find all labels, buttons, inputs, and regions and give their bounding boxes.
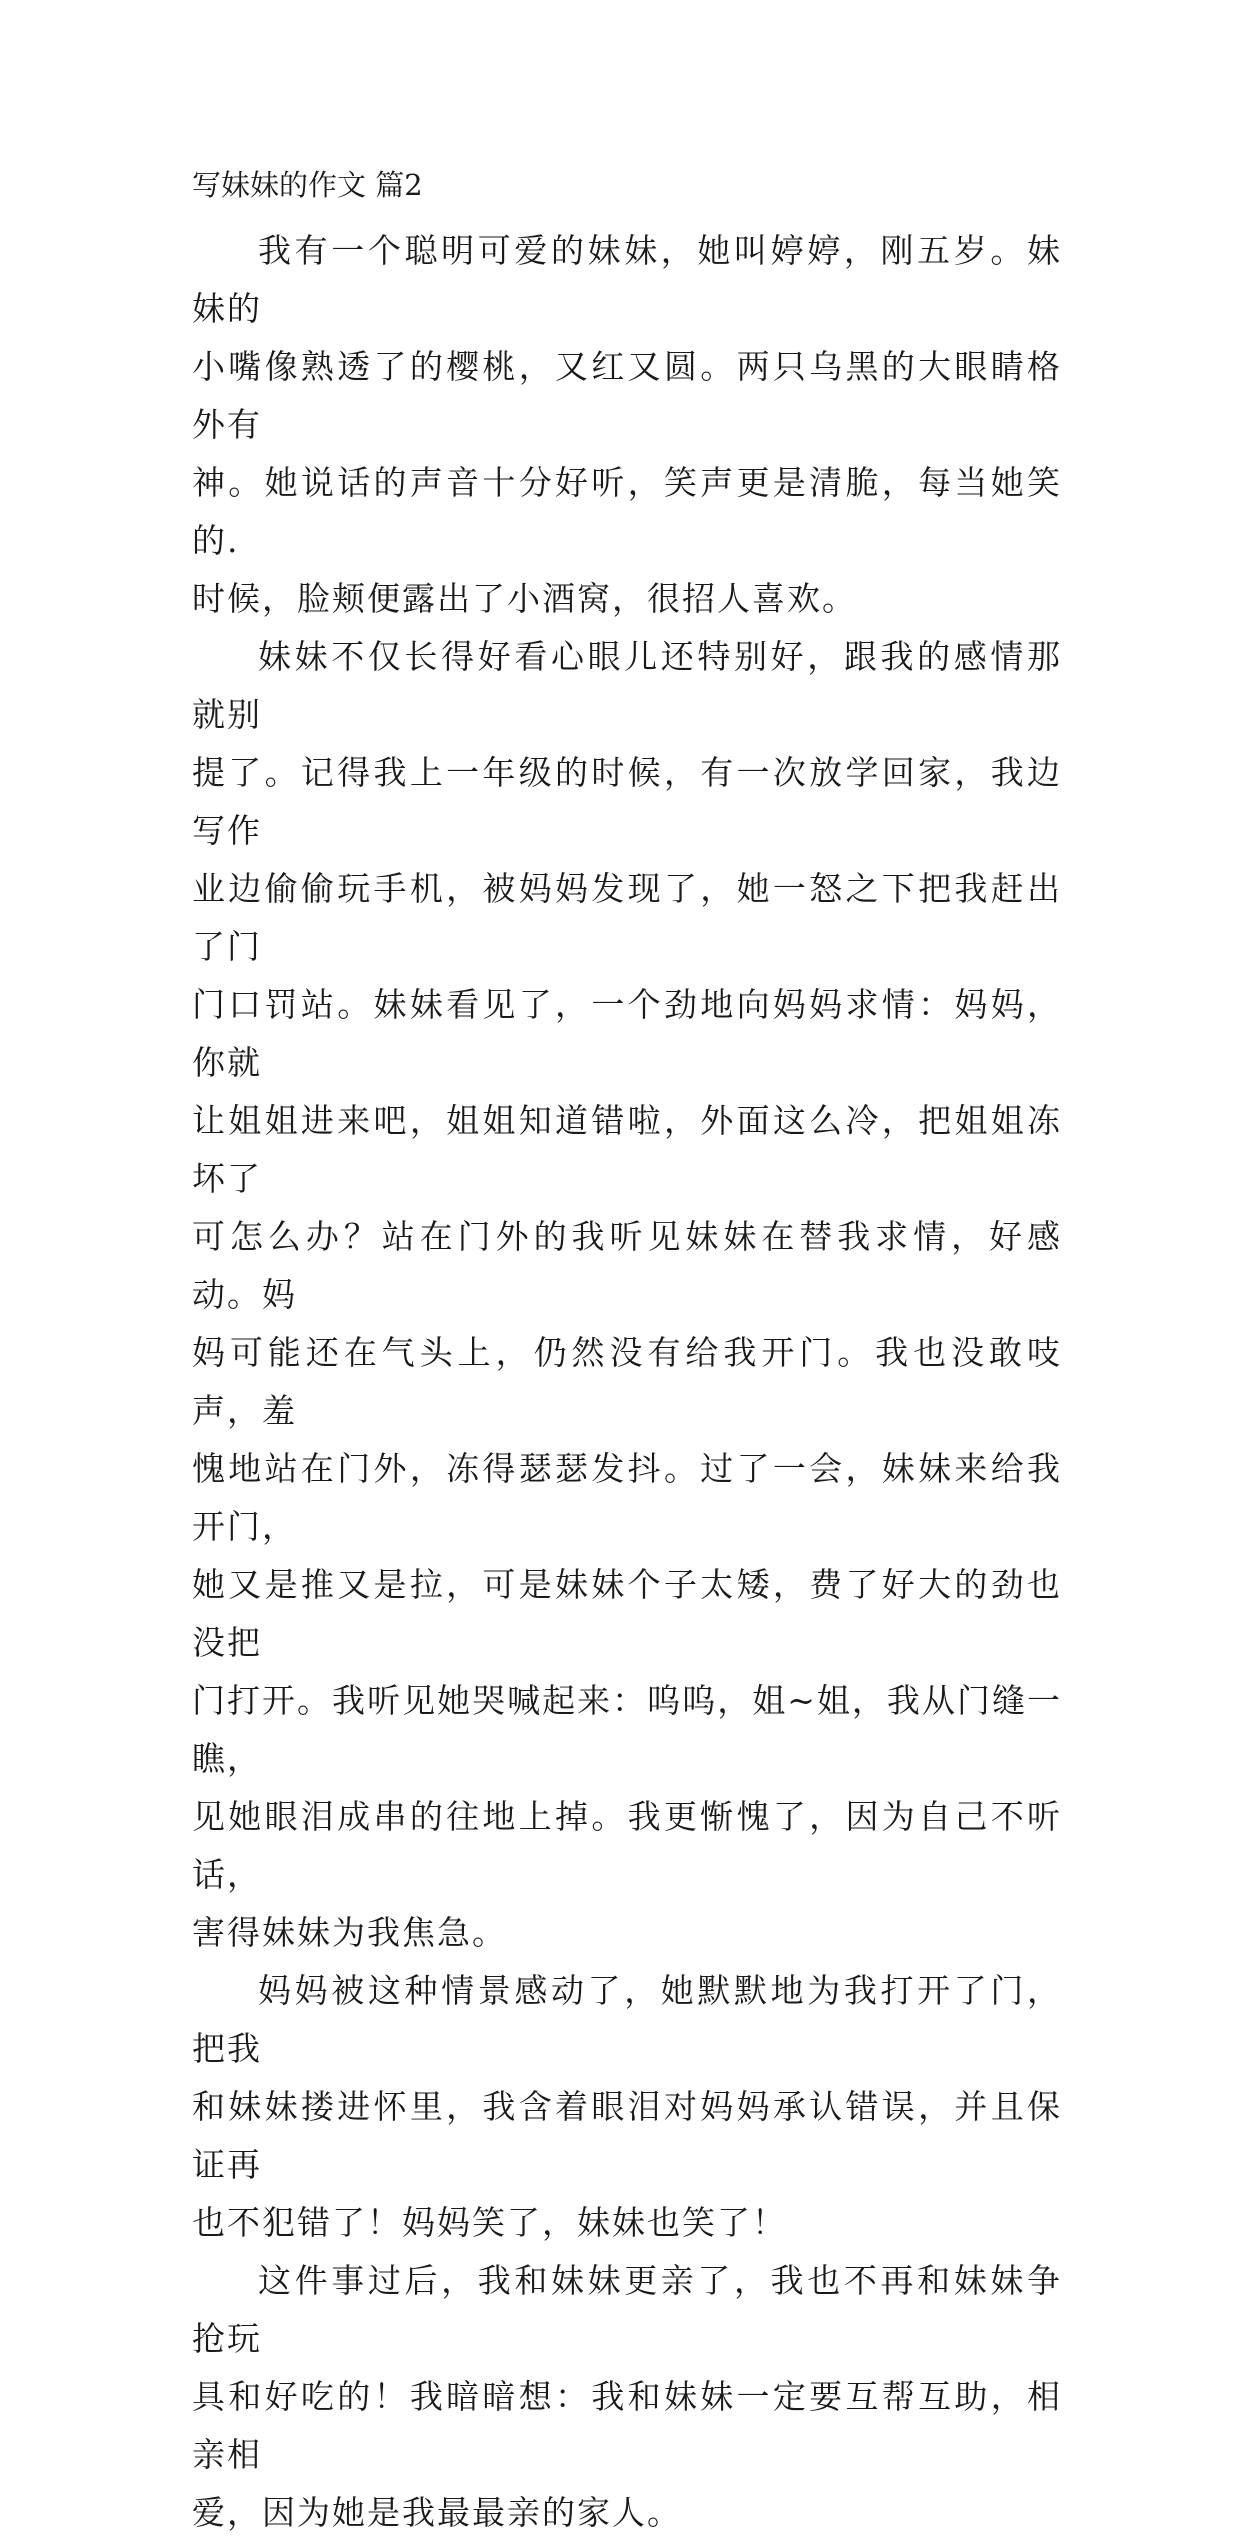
- paragraph-2: 妹妹不仅长得好看心眼儿还特别好，跟我的感情那就别 提了。记得我上一年级的时候，有一次放学回家，我边写作 业边偷偷玩手机，被妈妈发现了，她一怒之下把我赶出了门 门口罚站。妹妹看见了，一个劲地向妈妈求情：妈妈，你就 让姐姐进来吧，姐姐知道错啦，外面这么冷，把姐姐冻坏了 可怎么办？站在门外的我听见妹妹在替我求情，好感动。妈 妈可能还在气头上，仍然没有给我开门。我也没敢吱声，羞 愧地站在门外，冻得瑟瑟发抖。过了一会，妹妹来给我开门， 她又是推又是拉，可是妹妹个子太矮，费了好大的劲也没把 门打开。我听见她哭喊起来：呜呜，姐~姐，我从门缝一瞧， 见她眼泪成串的往地上掉。我更惭愧了，因为自己不听话， 害得妹妹为我焦急。: [192, 637, 1062, 1952]
- paragraph-3: 妈妈被这种情景感动了，她默默地为我打开了门，把我 和妹妹搂进怀里，我含着眼泪对妈妈承认错误，并且保证再 也不犯错了！妈妈笑了，妹妹也笑了！: [192, 1971, 1062, 2242]
- paragraph-4: 这件事过后，我和妹妹更亲了，我也不再和妹妹争抢玩 具和好吃的！我暗暗想：我和妹妹一定要互帮互助，相亲相 爱，因为她是我最最亲的家人。: [192, 2261, 1062, 2532]
- essay-title: 写妹妹的作文 篇2: [192, 168, 423, 202]
- paragraph-1: 我有一个聪明可爱的妹妹，她叫婷婷，刚五岁。妹妹的 小嘴像熟透了的樱桃，又红又圆。两只乌黑的大眼睛格外有 神。她说话的声音十分好听，笑声更是清脆，每当她笑的. 时候，脸颊便露出了小酒窝，很招人喜欢。: [192, 231, 1062, 618]
- essay-body: [192, 222, 1062, 2542]
